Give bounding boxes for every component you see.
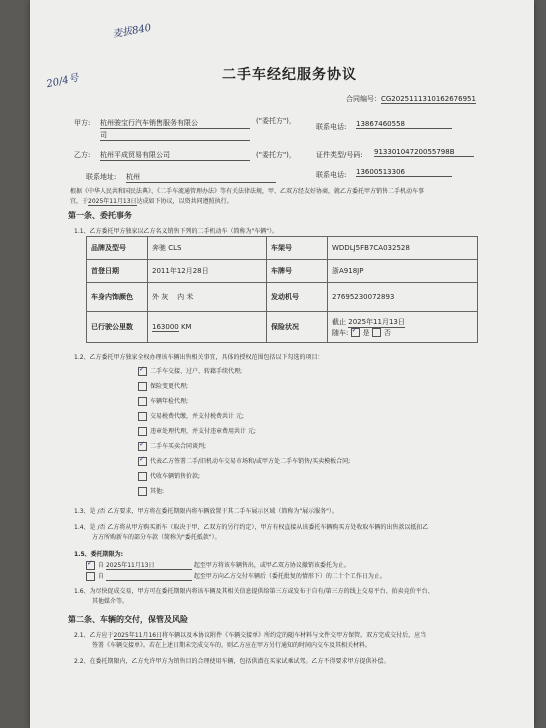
km-unit: KM: [180, 322, 192, 331]
clause-1-5-b: [86, 571, 386, 581]
clause-1-6-line2: 其他媒介等。: [92, 598, 129, 605]
party-b-addr-label: 联系地址:: [86, 173, 117, 181]
option-checkbox[interactable]: [138, 472, 147, 481]
term-b-post: 起至甲方向乙方交付车辆后（委托批复的情形下）的二十个工作日为止。: [193, 573, 386, 580]
term-option-a-checkbox[interactable]: [86, 561, 95, 570]
authorization-option: [138, 471, 200, 481]
color-int: 内 米: [177, 293, 194, 301]
option-label: 车辆年检代理;: [150, 398, 189, 405]
reg-label: 首登日期: [87, 260, 148, 283]
clause-1-5: 1.5、委托期限为:: [74, 551, 124, 558]
option-label: 二手车买卖合同谈判;: [150, 443, 207, 450]
frame-label: 车架号: [267, 237, 328, 260]
clause-2-1-line1: [74, 630, 426, 640]
preamble-pre: 宜，于: [70, 198, 89, 205]
party-b-label: 乙方:: [74, 151, 91, 159]
preamble-post: 达成如下协议，以资共同遵照执行。: [136, 198, 233, 205]
ins-yes-checkbox[interactable]: [351, 328, 360, 337]
option-checkbox[interactable]: [138, 412, 147, 421]
option-label: 违章处理代理，并支付违章费用共计 元;: [150, 428, 256, 435]
ins-deadline: 2025年11月13日: [348, 317, 405, 326]
authorization-option: [138, 456, 350, 466]
option-label: 二手车交接、过户、转籍手续代理;: [150, 368, 243, 375]
handwriting-top: 麦拔840: [111, 22, 153, 41]
color-value: [148, 283, 267, 312]
contract-number-label: 合同编号：: [346, 95, 381, 103]
section2-title: 第二条、车辆的交付，保管及风险: [68, 615, 188, 624]
km-label: 已行驶公里数: [87, 312, 148, 343]
authorization-option: [138, 441, 206, 451]
party-b-phone-label: 联系电话:: [316, 171, 347, 179]
option-checkbox[interactable]: [138, 457, 147, 466]
clause-1-2: 1.2、乙方委托甲方独家全权办理该车辆出售相关事宜，具体的授权范围包括以下勾选的项目：: [74, 354, 324, 361]
ins-no-label: 否: [383, 328, 391, 337]
brand-label: 品牌及型号: [87, 237, 148, 260]
authorization-option: [138, 366, 242, 376]
option-checkbox[interactable]: [138, 442, 147, 451]
term-option-b-checkbox[interactable]: [86, 572, 95, 581]
preamble-line1: 根据《中华人民共和国民法典》、《二手车流通管理办法》等有关法律法规，甲、乙双方经友好协商，就乙方委托甲方销售二手机动车事: [70, 188, 425, 195]
party-b-id: 91330104720055798B: [374, 148, 474, 157]
option-checkbox[interactable]: [138, 487, 147, 496]
preamble-date: 2025年11月13日: [88, 198, 137, 205]
term-b-pre: 自: [98, 573, 105, 580]
clause-1-5-a: [86, 560, 350, 570]
frame-value: WDDLJ5FB7CA032528: [328, 237, 478, 260]
party-b-phone: 13600513306: [356, 168, 452, 177]
authorization-option: [138, 486, 164, 496]
clause-2-1-date: 2025年11月16日: [113, 632, 163, 639]
preamble-line2: [70, 196, 233, 206]
party-a-phone: 13867460558: [356, 120, 452, 129]
party-a-label: 甲方:: [74, 119, 91, 127]
authorization-option: [138, 426, 256, 436]
clause-2-2: 2.2、在委托期限内，乙方允许甲方为销售目的合理使用车辆，包括供潜在买家试乘试驾。乙方不得要求甲方提供补偿。: [74, 658, 390, 665]
authorization-option: [138, 411, 244, 421]
plate-value: 浙A918JP: [328, 260, 478, 283]
clause-2-1-pre: 2.1、乙方应于: [74, 632, 114, 639]
reg-value: 2011年12月28日: [148, 260, 267, 283]
ins-label: 保险状况: [267, 312, 328, 343]
page-title: 二手车经纪服务协议: [222, 67, 357, 83]
option-label: 交易税费代缴，并支付税费共计 元;: [150, 413, 244, 420]
handwriting-left: 20/4号: [45, 72, 80, 91]
clause-1-1: 1.1、乙方委托甲方独家以乙方名义销售下列的二手机动车（简称为"车辆"）。: [74, 228, 279, 235]
term-a-pre: 自: [98, 562, 105, 569]
clause-1-4-line1: 1.4、是 /否 乙方将从甲方购买新车（取决于甲、乙双方的另行约定），甲方有权直接从该委托车辆购买方处收取车辆的出售款以抵扣乙: [74, 524, 429, 531]
party-a-name-line2: 司: [100, 130, 250, 141]
clause-2-1-line2: 签署《车辆交接单》。若在上述日期未完成交车的，则乙方应在甲方另行通知的时间内交车及其相关材料。: [92, 642, 372, 649]
contract-number-value: CG2025111310162676951: [381, 95, 476, 103]
plate-label: 车牌号: [267, 260, 328, 283]
party-b-name: 杭州平成贸易有限公司: [100, 150, 250, 161]
ins-deadline-pre: 截止: [332, 317, 346, 326]
km-number: 163000: [152, 322, 179, 331]
km-value: [148, 312, 267, 343]
clause-1-4-line2: 方方所购新车的部分车款（简称为"委托抵款"）。: [92, 534, 221, 541]
ins-yes-label: 是: [362, 328, 370, 337]
party-b-id-label: 证件类型/号码:: [316, 151, 363, 159]
engine-label: 发动机号: [267, 283, 328, 312]
authorization-option: [138, 396, 188, 406]
option-checkbox[interactable]: [138, 367, 147, 376]
option-checkbox[interactable]: [138, 397, 147, 406]
option-checkbox[interactable]: [138, 427, 147, 436]
authorization-option: [138, 381, 188, 391]
clause-2-1-post: 将车辆以及本协议附件《车辆交接单》所约定的随车材料与文件交甲方保管。双方完成交付后，应当: [162, 632, 427, 639]
option-label: 代收车辆销售价款;: [150, 473, 201, 480]
ins-value: [328, 312, 478, 343]
color-label: 车身内饰颜色: [87, 283, 148, 312]
vehicle-info-table: [86, 236, 478, 343]
ins-follow-label: 随车:: [332, 328, 349, 337]
party-b-role: ("委托方")，: [256, 151, 296, 159]
color-ext: 外 灰: [152, 293, 169, 301]
brand-value: 奔驰 CLS: [148, 237, 267, 260]
option-checkbox[interactable]: [138, 382, 147, 391]
party-b-addr: 杭州: [126, 172, 276, 183]
party-a-role: ("委托方")，: [256, 117, 296, 125]
clause-1-3: 1.3、是 /否 乙方要求，甲方将在委托期限内将车辆放置于其二手车展示区域（简称为"展示服务"）。: [74, 508, 338, 515]
party-a-name: 杭州骏宝行汽车销售服务有限公: [100, 118, 250, 129]
contract-number: [346, 94, 476, 104]
option-label: 代表乙方签署二手/旧机动车交易市场和/或甲方处二手车销售/买卖模板合同;: [150, 458, 351, 465]
term-a-post: 起至甲方将该车辆售出，或甲乙双方协议撤销该委托为止。: [193, 562, 350, 569]
party-a-phone-label: 联系电话:: [316, 123, 347, 131]
option-label: 其他:: [150, 488, 165, 495]
section1-title: 第一条、委托事务: [68, 211, 132, 220]
clause-1-6-line1: 1.6、为尽快促成交易，甲方可在委托期限内将该车辆及其相关信息提供给第三方或发布于自有/第三方的线上交易平台、拍卖竞价平台、: [74, 588, 434, 595]
option-label: 保险变更代理;: [150, 383, 189, 390]
contract-page: [30, 0, 534, 728]
term-a-date: 2025年11月13日: [106, 560, 192, 570]
ins-no-checkbox[interactable]: [372, 328, 381, 337]
engine-value: 27695230072893: [328, 283, 478, 312]
